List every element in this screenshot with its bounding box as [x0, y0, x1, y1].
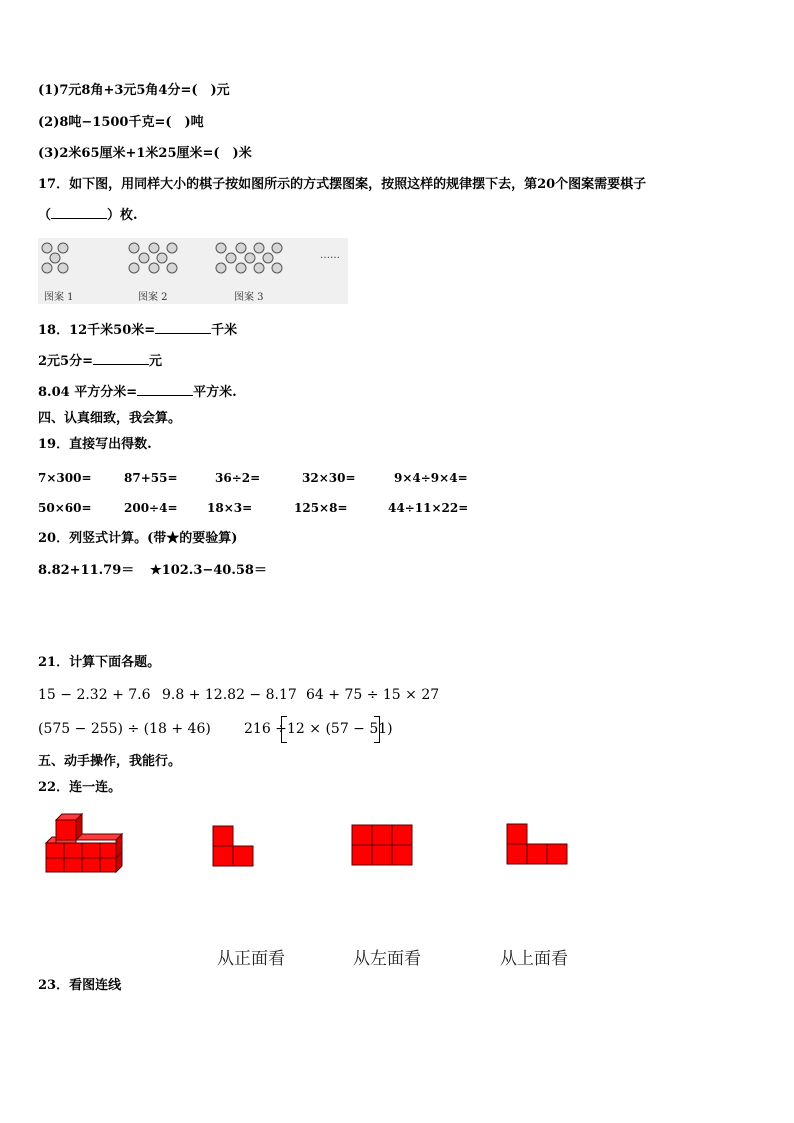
- pattern1-dot: [58, 263, 68, 273]
- q21-expr-2: 9.8 + 12.82 − 8.17: [162, 687, 297, 703]
- pattern3-dot: [272, 243, 282, 253]
- q18-a-unit: 千米: [211, 323, 238, 338]
- pattern3-dot: [254, 243, 264, 253]
- q17-pattern-svg: [38, 238, 348, 304]
- q17-text: 17．如下图，用同样大小的棋子按如图所示的方式摆图案，按照这样的规律摆下去，第20个图案需要棋子: [38, 177, 647, 192]
- pattern1-dot: [58, 243, 68, 253]
- pattern3-dot: [216, 243, 226, 253]
- pattern2-dot: [167, 263, 177, 273]
- q18-line-a: [38, 322, 237, 340]
- q19-title: 19．直接写出得数.: [38, 437, 152, 452]
- pattern-label-3: 图案 3: [234, 292, 264, 303]
- pattern1-dot: [50, 253, 60, 263]
- q18-b-blank[interactable]: [93, 364, 149, 365]
- pattern-label-1: 图案 1: [44, 292, 74, 303]
- pattern-ellipsis: ……: [320, 250, 340, 261]
- pattern3-dot: [226, 253, 236, 263]
- q20-item-2: ★102.3−40.58＝: [150, 563, 267, 578]
- q17-paren-close: ）枚.: [107, 208, 138, 223]
- q19-item: 7×300=: [38, 471, 92, 485]
- q18-c-unit: 平方米.: [193, 385, 237, 400]
- cube-solid-figure: [44, 812, 130, 874]
- q21-expr-3: 64 + 75 ÷ 15 × 27: [306, 687, 440, 703]
- pattern1-dot: [42, 243, 52, 253]
- q23-title: 23．看图连线: [38, 978, 122, 993]
- pattern3-dot: [216, 263, 226, 273]
- pattern3-dot: [272, 263, 282, 273]
- right-square-bracket: [374, 716, 380, 743]
- pattern-label-2: 图案 2: [138, 292, 168, 303]
- q19-item: 44÷11×22=: [388, 501, 469, 515]
- q18-line-c: [38, 384, 237, 402]
- q17-paren-open: （: [38, 208, 52, 223]
- view-label-left: 从左面看: [353, 949, 421, 969]
- section-4-heading: 四、认真细致，我会算。: [38, 411, 182, 426]
- q19-item: 18×3=: [207, 501, 253, 515]
- q21-title: 21．计算下面各题。: [38, 655, 161, 670]
- q17-answer-blank[interactable]: [51, 218, 107, 219]
- pattern2-dot: [129, 243, 139, 253]
- pattern3-dot: [263, 253, 273, 263]
- view-label-front: 从正面看: [217, 949, 285, 969]
- q18-b-unit: 元: [148, 354, 162, 369]
- pattern3-dot: [254, 263, 264, 273]
- pattern2-dot: [129, 263, 139, 273]
- q20-title: 20．列竖式计算。(带★的要验算): [38, 531, 238, 546]
- q22-title: 22．连一连。: [38, 780, 122, 795]
- q19-item: 87+55=: [124, 471, 178, 485]
- q19-item: 50×60=: [38, 501, 92, 515]
- pattern3-dot: [236, 263, 246, 273]
- q18-b-text: 2元5分=: [38, 354, 93, 369]
- q21-expr-5-inner: 12 × (57 − 51): [287, 721, 393, 737]
- q18-a-text: 18．12千米50米=: [38, 323, 156, 338]
- pattern3-dot: [236, 243, 246, 253]
- q21-expr-1: 15 − 2.32 + 7.6: [38, 687, 151, 703]
- q21-expr-4: (575 − 255) ÷ (18 + 46): [38, 721, 211, 737]
- q16-line-1: (1)7元8角+3元5角4分=( )元: [38, 83, 230, 98]
- q18-c-blank[interactable]: [137, 395, 193, 396]
- q19-item: 32×30=: [302, 471, 356, 485]
- pattern3-dot: [245, 253, 255, 263]
- pattern2-dot: [149, 263, 159, 273]
- section-5-heading: 五、动手操作，我能行。: [38, 754, 182, 769]
- view-shape-2: [351, 824, 413, 866]
- pattern2-dot: [167, 243, 177, 253]
- q18-line-b: [38, 353, 162, 371]
- q17-pattern-figure: [38, 238, 348, 304]
- view-label-top: 从上面看: [500, 949, 568, 969]
- q16-line-2: (2)8吨−1500千克=( )吨: [38, 115, 204, 130]
- pattern2-dot: [149, 243, 159, 253]
- pattern1-dot: [42, 263, 52, 273]
- q19-item: 125×8=: [294, 501, 348, 515]
- pattern2-dot: [157, 253, 167, 263]
- view-shape-1: [212, 825, 256, 867]
- q21-expr-5-prefix: 216 ÷: [244, 721, 287, 737]
- q18-a-blank[interactable]: [155, 333, 211, 334]
- q20-item-1: 8.82+11.79＝: [38, 563, 135, 578]
- pattern2-dot: [139, 253, 149, 263]
- q19-item: 9×4÷9×4=: [394, 471, 468, 485]
- q19-item: 36÷2=: [215, 471, 261, 485]
- q19-item: 200÷4=: [124, 501, 178, 515]
- q17-answer-line: [38, 207, 138, 225]
- view-shape-3: [506, 823, 568, 865]
- q18-c-text: 8.04 平方分米=: [38, 385, 138, 400]
- q16-line-3: (3)2米65厘米+1米25厘米=( )米: [38, 146, 252, 161]
